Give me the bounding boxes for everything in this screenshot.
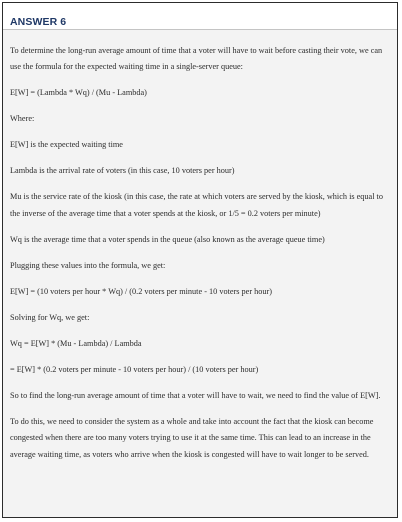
congestion-paragraph: To do this, we need to consider the system as a whole and take into account the fact that the kiosk can become congested when there are too many voters trying to use it at the same time. This can lead to an increase in the average waiting time, as voters who arrive when the kiosk is congested will have to wait longer to be served. <box>10 416 374 459</box>
definition-ew: E[W] is the expected waiting time <box>10 140 123 150</box>
where-label: Where: <box>10 114 35 124</box>
definition-wq: Wq is the average time that a voter spends in the queue (also known as the average queue time) <box>10 234 325 244</box>
find-ew-paragraph: So to find the long-run average amount of time that a voter will have to wait, we need to find the value of E[W]. <box>10 390 381 400</box>
answer-header <box>3 3 397 30</box>
intro-paragraph: To determine the long-run average amount of time that a voter will have to wait before casting their vote, we can use the formula for the expected waiting time in a single-server queue: <box>10 46 383 72</box>
definition-lambda: Lambda is the arrival rate of voters (in this case, 10 voters per hour) <box>10 166 235 176</box>
solving-paragraph: Solving for Wq, we get: <box>10 312 90 322</box>
formula-wq: Wq = E[W] * (Mu - Lambda) / Lambda <box>10 338 142 348</box>
formula-substituted: E[W] = (10 voters per hour * Wq) / (0.2 voters per minute - 10 voters per hour) <box>10 286 273 296</box>
plugging-paragraph: Plugging these values into the formula, we get: <box>10 260 166 270</box>
formula-wq-substituted: = E[W] * (0.2 voters per minute - 10 voters per hour) / (10 voters per hour) <box>10 364 259 374</box>
formula-expected-wait: E[W] = (Lambda * Wq) / (Mu - Lambda) <box>10 88 147 98</box>
answer-body <box>3 30 397 517</box>
answer-title: ANSWER 6 <box>10 16 67 28</box>
answer-card <box>2 2 398 518</box>
definition-mu: Mu is the service rate of the kiosk (in this case, the rate at which voters are served by the kiosk, which is equal to the inverse of the average time that a voter spends at the kiosk, or 1/5 = 0.2 voters per minute) <box>10 192 383 218</box>
